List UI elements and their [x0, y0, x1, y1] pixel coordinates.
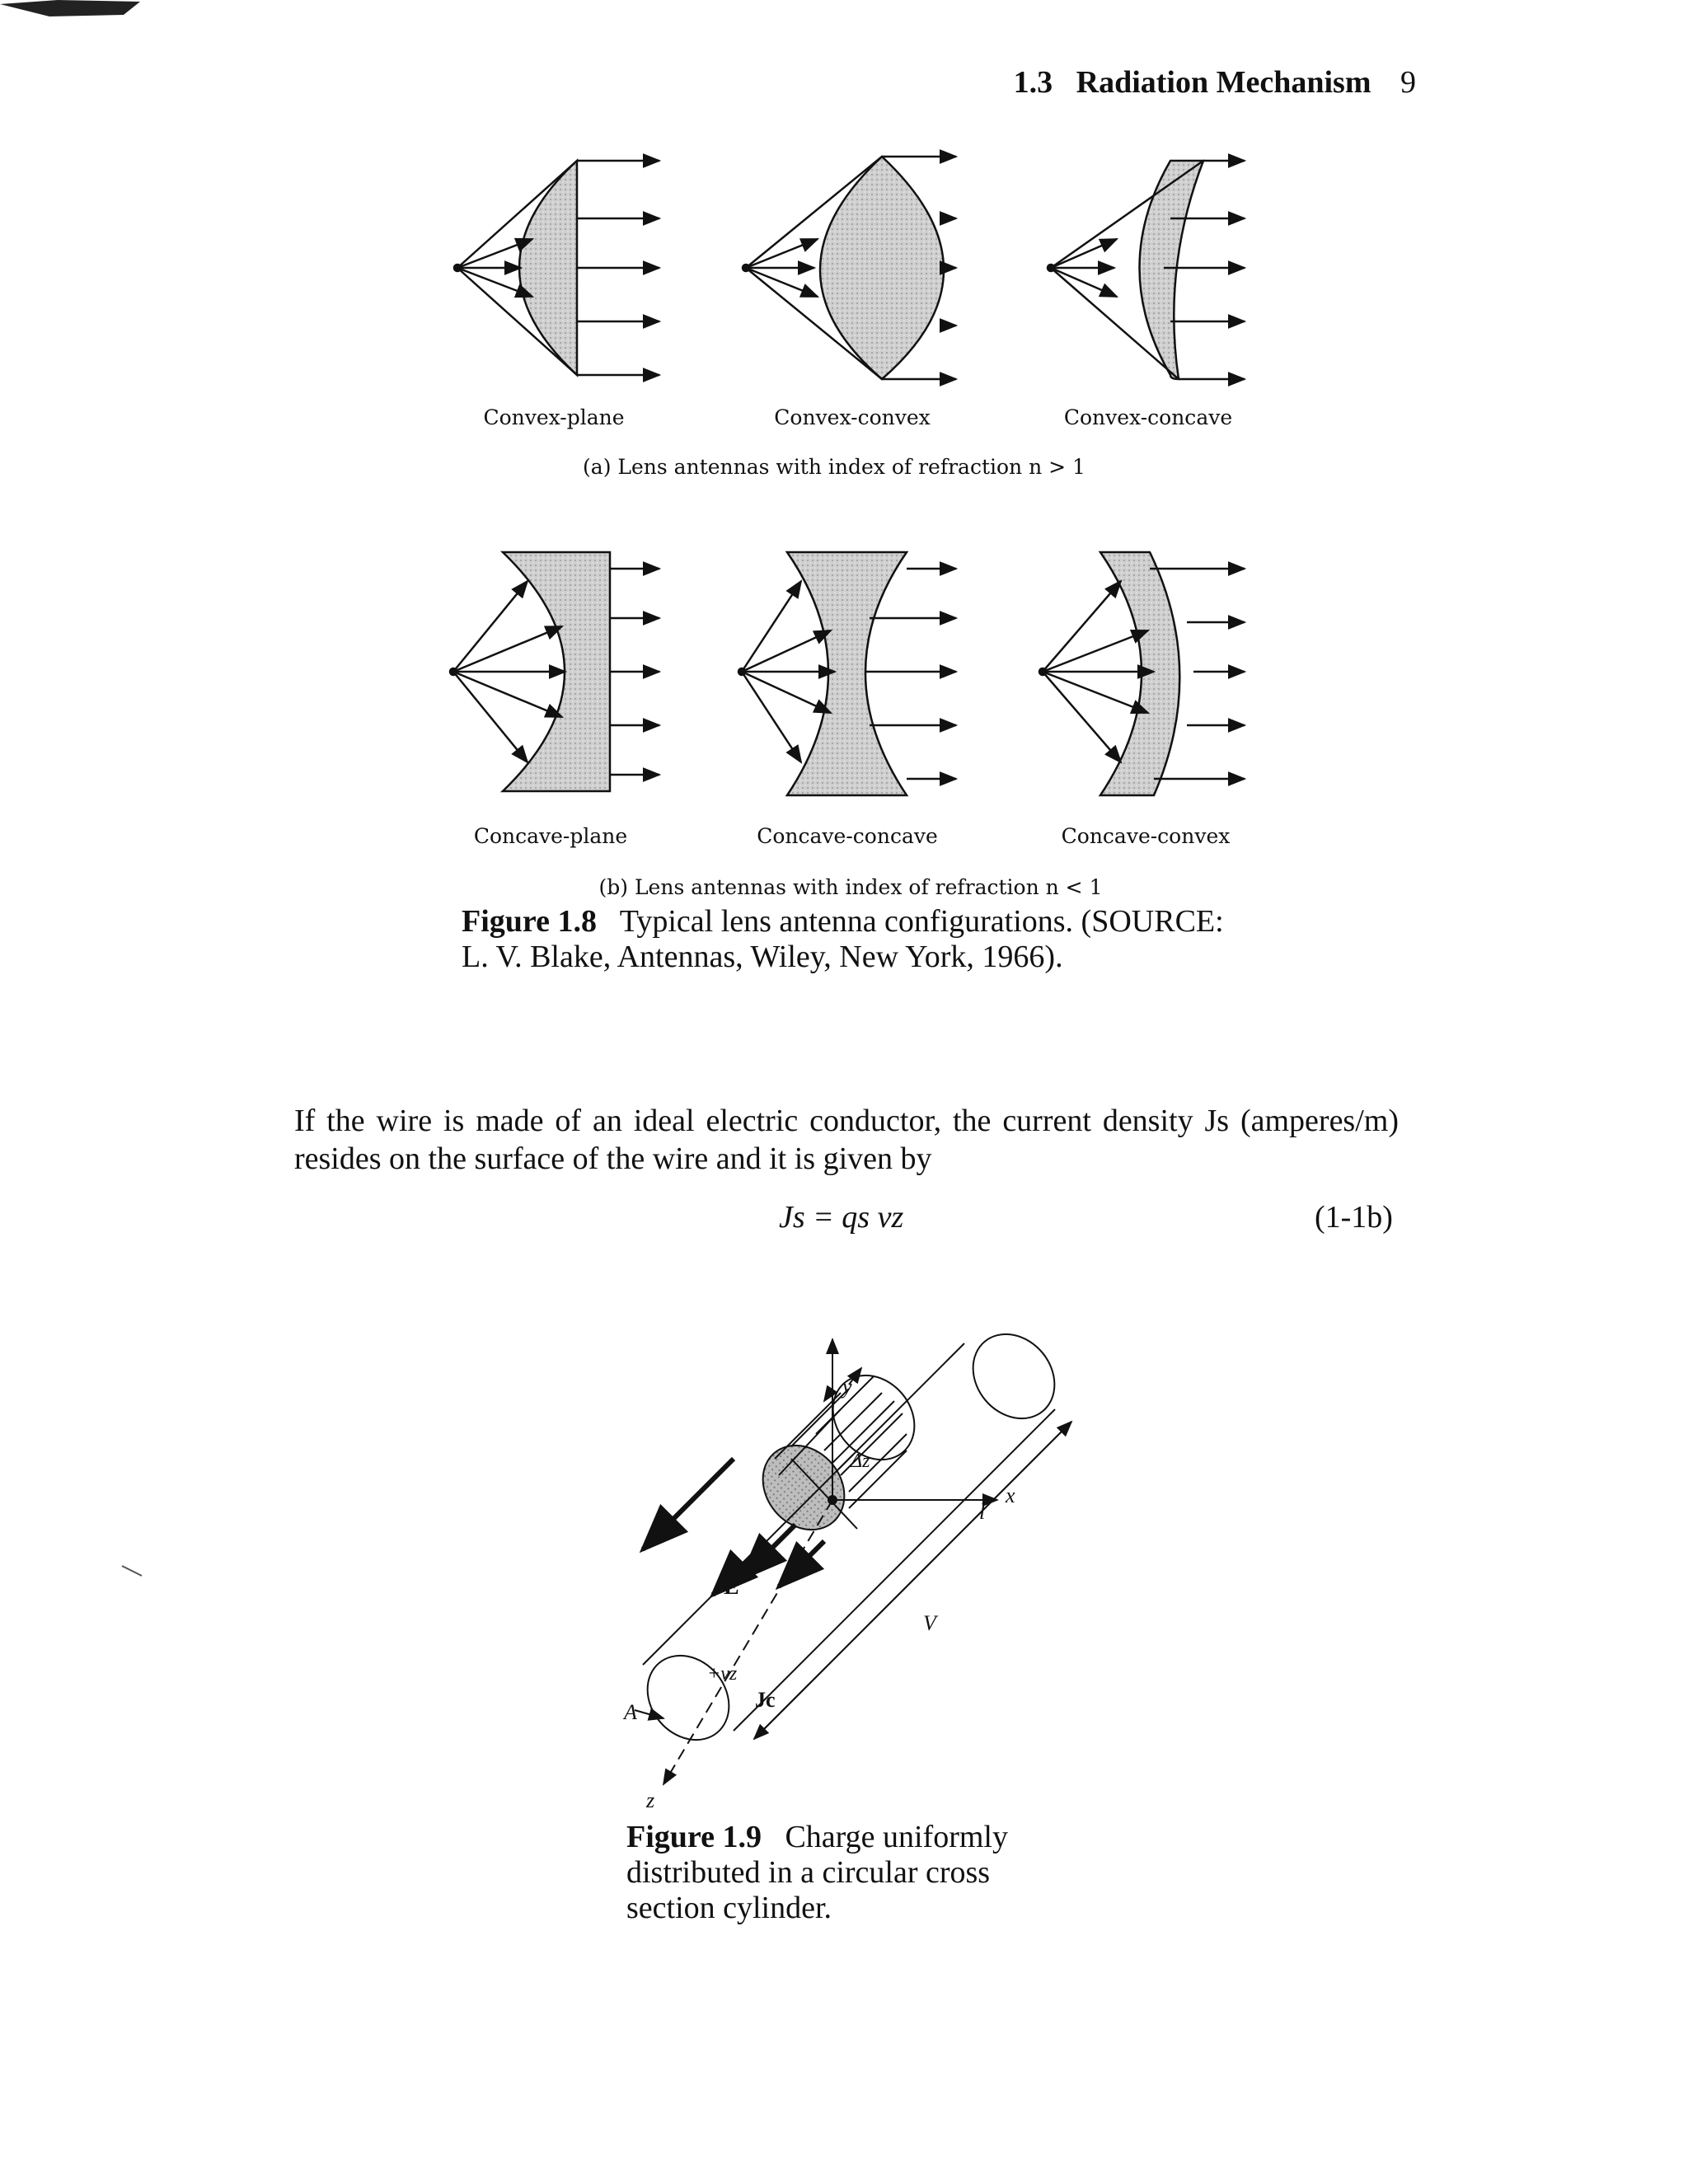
- lens-concave-plane: [450, 552, 659, 791]
- label-concave-convex: Concave-convex: [1061, 824, 1231, 848]
- label-volume: V: [923, 1611, 936, 1635]
- figure-1-9-caption: [626, 1820, 1055, 1926]
- figure-1-8-label: Figure 1.8: [462, 904, 597, 939]
- page-number: 9: [1400, 65, 1416, 100]
- subcaption-a: (a) Lens antennas with index of refraction n > 1: [583, 455, 1085, 479]
- figure-1-8-text: Typical lens antenna configurations. (SOURCE: L. V. Blake, Antennas, Wiley, New York, 1966).: [462, 904, 1224, 974]
- lens-concave-convex: [1039, 552, 1245, 795]
- body-paragraph: If the wire is made of an ideal electric conductor, the current density Js (amperes/m) resides on the surface of the wire and it is given by: [294, 1104, 1399, 1176]
- axis-label-y: y: [842, 1375, 852, 1399]
- lens-convex-concave: [1048, 161, 1245, 379]
- label-convex-plane: Convex-plane: [483, 405, 625, 429]
- label-convex-convex: Convex-convex: [774, 405, 931, 429]
- figure-1-9-label: Figure 1.9: [626, 1820, 762, 1854]
- equation-number: (1-1b): [1315, 1200, 1393, 1235]
- label-concave-plane: Concave-plane: [473, 824, 628, 848]
- lens-concave-concave: [738, 552, 956, 795]
- section-number: 1.3: [1013, 65, 1053, 100]
- label-length: l: [979, 1500, 986, 1524]
- equation-1-1b: Js = qs vz: [779, 1200, 904, 1235]
- label-field-e: E: [724, 1574, 739, 1600]
- axis-label-z: z: [646, 1788, 655, 1812]
- lens-convex-convex: [743, 157, 956, 379]
- section-title: Radiation Mechanism: [1076, 65, 1372, 100]
- subcaption-b: (b) Lens antennas with index of refraction n < 1: [598, 875, 1103, 899]
- label-current-jc: Jc: [755, 1688, 776, 1712]
- figure-1-9-text: Charge uniformly distributed in a circular cross section cylinder.: [626, 1820, 1008, 1925]
- label-convex-concave: Convex-concave: [1063, 405, 1233, 429]
- label-concave-concave: Concave-concave: [757, 824, 938, 848]
- lens-convex-plane: [454, 161, 659, 375]
- axis-label-x: x: [1006, 1483, 1015, 1507]
- label-velocity: +vz: [707, 1663, 738, 1685]
- label-delta-z: Δz: [851, 1451, 870, 1472]
- figure-1-9-diagram: [577, 1319, 1154, 1846]
- label-area-a: A: [624, 1700, 637, 1724]
- figure-1-8-caption: [462, 904, 1253, 975]
